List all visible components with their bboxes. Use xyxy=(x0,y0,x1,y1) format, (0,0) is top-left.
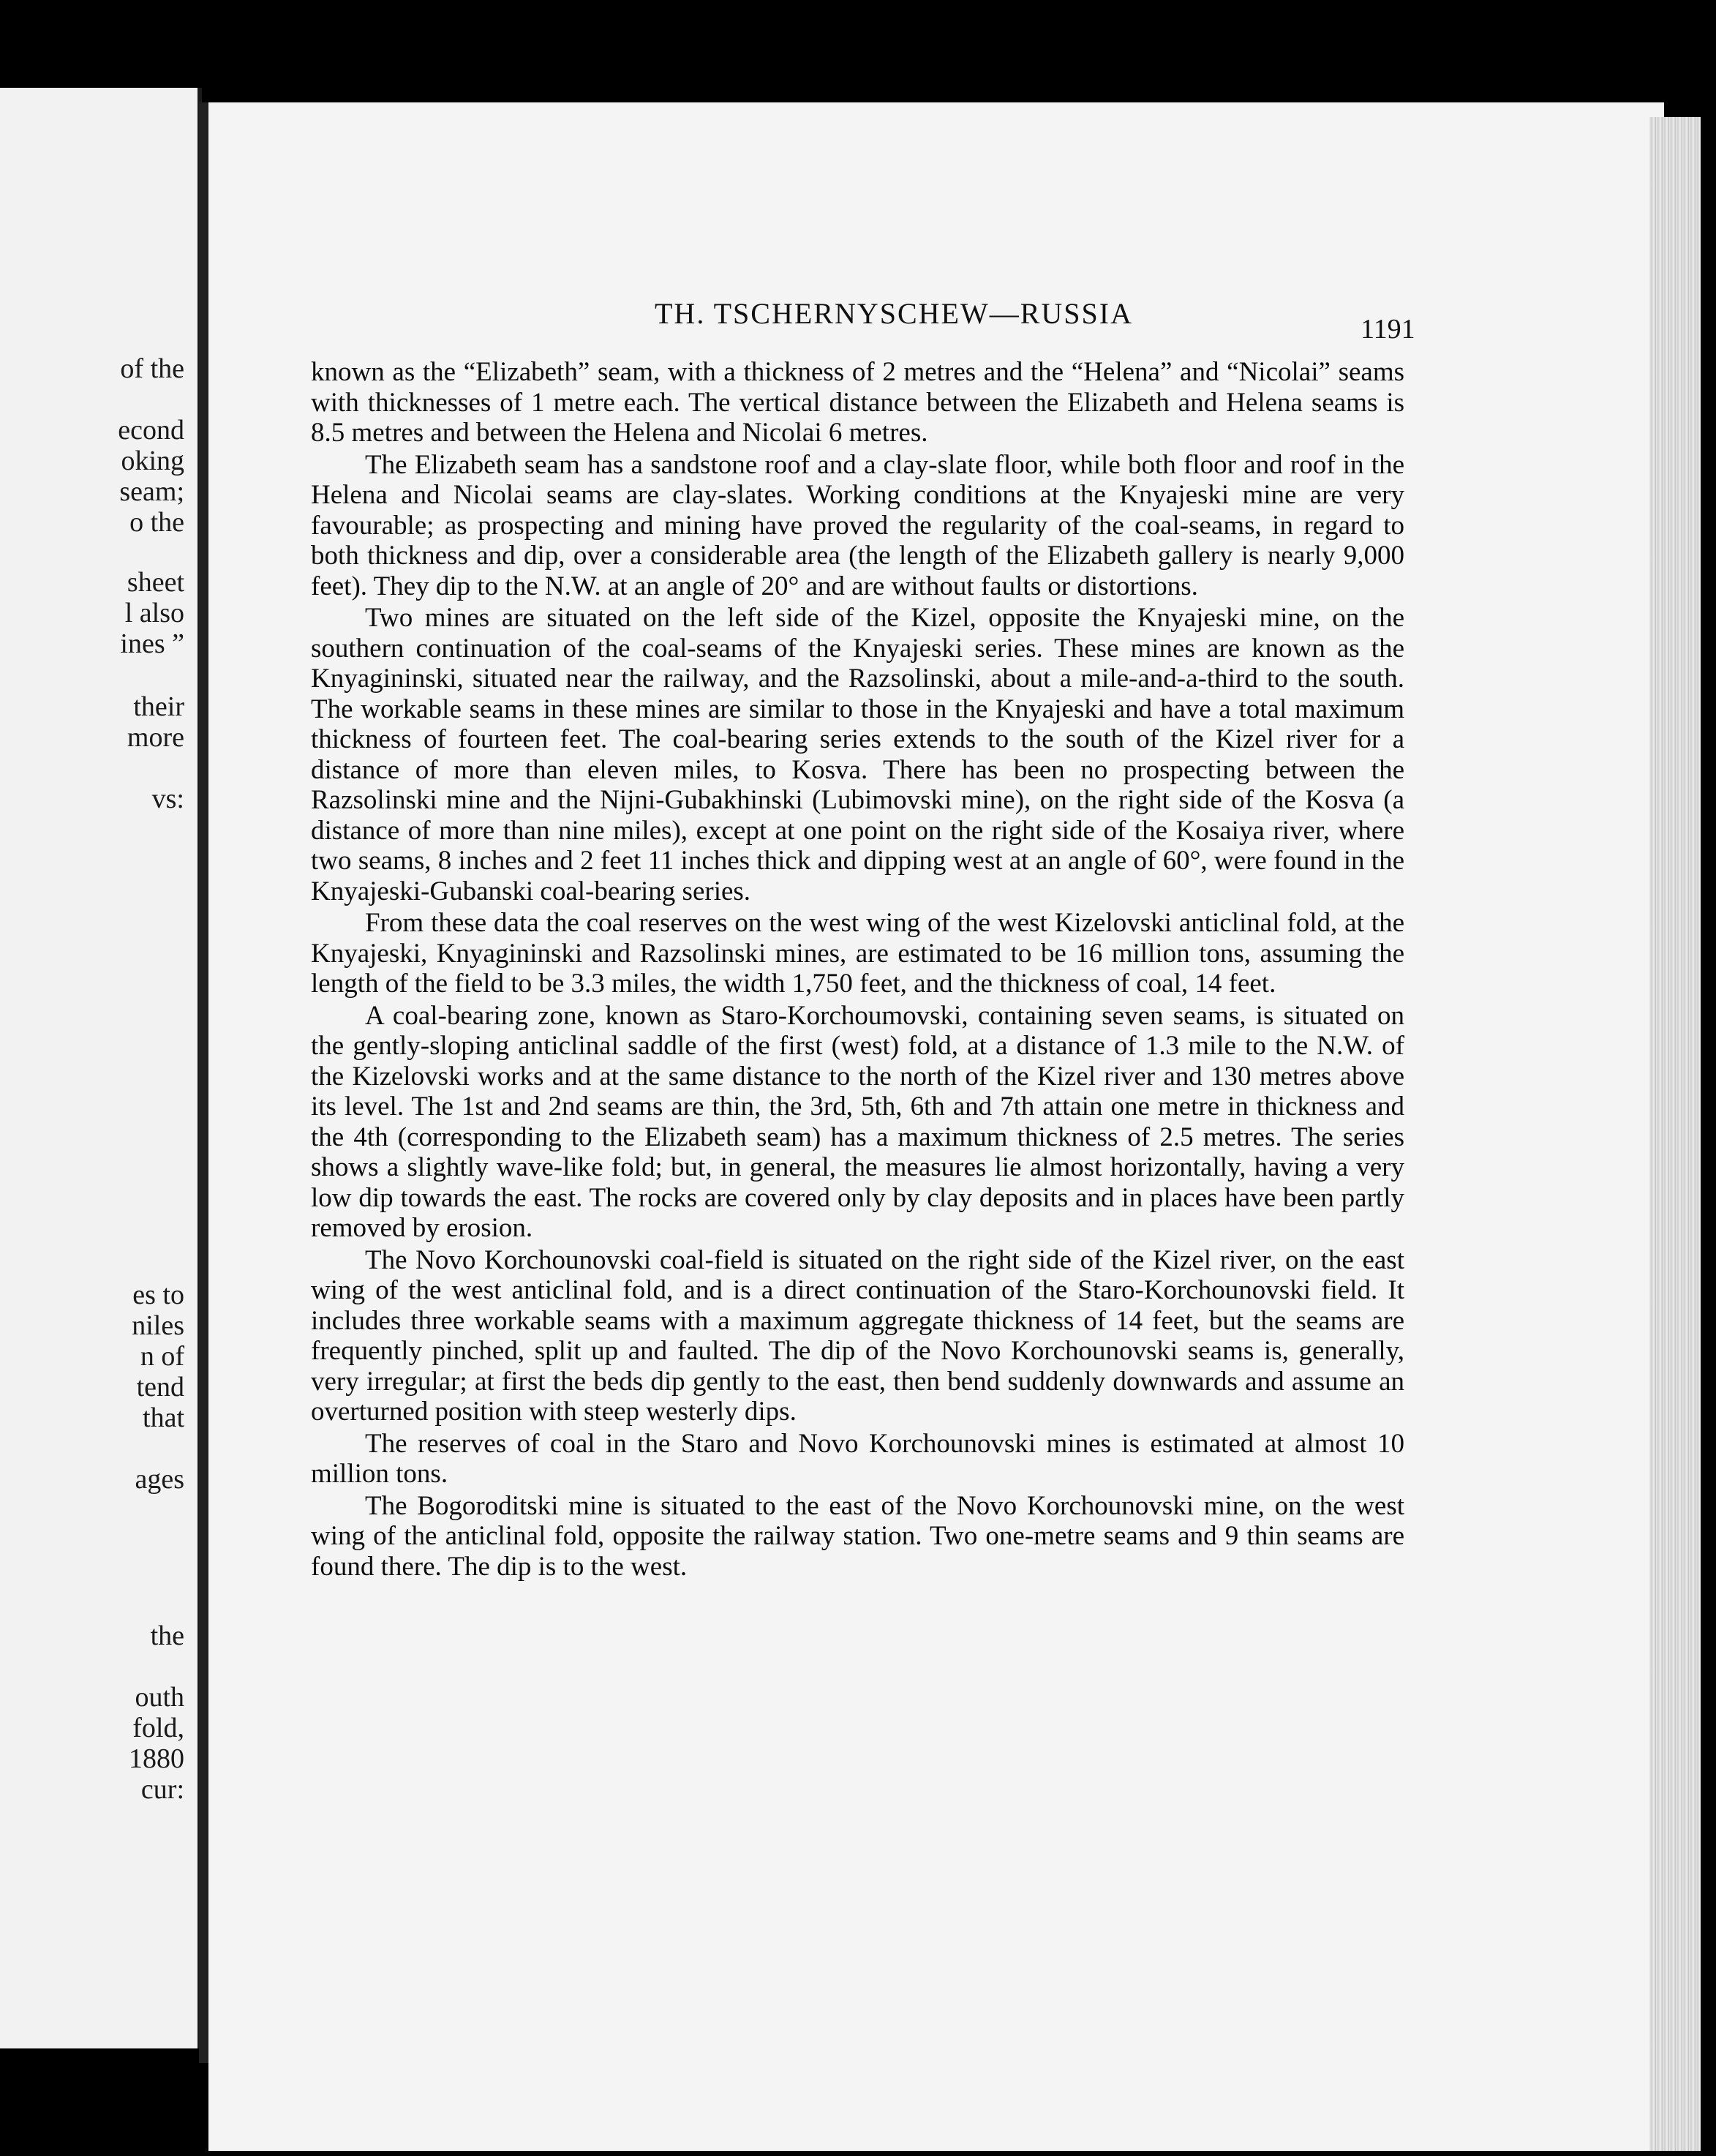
paragraph: A coal-bearing zone, known as Staro-Korchoumovski, containing seven seams, is situated on the gently-sloping anticlinal saddle of the first (west) fold, at a distance of 1.3 mile to the N.W. of the Kizelovski works and at the same distance to the north of the Kizel river and 130 metres above its level. The 1st and 2nd seams are thin, the 3rd, 5th, 6th and 7th attain one metre in thickness and the 4th (corresponding to the Elizabeth seam) has a maximum thickness of 2.5 metres. The series shows a slightly wave-like fold; but, in general, the measures lie almost horizontally, having a very low dip towards the east. The rocks are covered only by clay deposits and in places have been partly removed by erosion. xyxy=(311,1000,1404,1243)
paragraph: The Elizabeth seam has a sandstone roof and a clay-slate floor, while both floor and roof in the Helena and Nicolai seams are clay-slates. Working conditions at the Knyajeski mine are very favourable; as prospecting and mining have proved the regularity of the coal-seams, in regard to both thickness and dip, over a considerable area (the length of the Elizabeth gallery is nearly 9,000 feet). They dip to the N.W. at an angle of 20° and are without faults or distortions. xyxy=(311,449,1404,601)
page-edge-stack xyxy=(1649,117,1701,2151)
left-page-fragment: the xyxy=(150,1620,184,1651)
paragraph: From these data the coal reserves on the west wing of the west Kizelovski anticlinal fold, at the Knyajeski, Knyagininski and Razsolinski mines, are estimated to be 16 million tons, assuming the length of the field to be 3.3 miles, the width 1,750 feet, and the thickness of coal, 14 feet. xyxy=(311,908,1404,999)
running-head: TH. TSCHERNYSCHEW—RUSSIA xyxy=(655,297,1133,330)
left-page-fragment: niles xyxy=(132,1310,184,1341)
left-page-fragment: vs: xyxy=(151,784,184,814)
left-page-fragment: n of xyxy=(140,1341,184,1372)
left-page-fragment: that xyxy=(143,1402,184,1433)
left-page-fragment: oking xyxy=(121,446,184,476)
left-page-fragment: outh xyxy=(135,1682,184,1713)
left-page-fragment: econd xyxy=(118,415,184,446)
left-page-fragment: es to xyxy=(132,1280,184,1310)
left-page-fragment: 1880 xyxy=(129,1743,184,1774)
left-page-fragment: l also xyxy=(124,598,184,628)
paragraph: The Novo Korchounovski coal-field is situated on the right side of the Kizel river, on the east wing of the west anticlinal fold, and is a direct continuation of the Staro-Korchounovski field. It includes three workable seams with a maximum aggregate thickness of 14 feet, but the seams are frequently pinched, split up and faulted. The dip of the Novo Korchounovski seams is, generally, very irregular; at first the beds dip gently to the east, then bend suddenly downwards and assume an overturned position with steep westerly dips. xyxy=(311,1244,1404,1427)
left-page xyxy=(0,88,202,2048)
left-page-fragment: their xyxy=(133,691,184,722)
left-page-fragment: seam; xyxy=(119,476,184,507)
left-page-fragment: cur: xyxy=(140,1774,184,1805)
paragraph: Two mines are situated on the left side of the Kizel, opposite the Knyajeski mine, on the southern continuation of the coal-seams of the Knyajeski series. These mines are known as the Knyagininski, situated near the railway, and the Razsolinski, about a mile-and-a-third to the south. The workable seams in these mines are similar to those in the Knyajeski and have a total maximum thickness of fourteen feet. The coal-bearing series extends to the south of the Kizel river for a distance of more than eleven miles, to Kosva. There has been no prospecting between the Razsolinski mine and the Nijni-Gubakhinski (Lubimovski mine), on the right side of the Kosva (a distance of more than nine miles), except at one point on the right side of the Kosaiya river, where two seams, 8 inches and 2 feet 11 inches thick and dipping west at an angle of 60°, were found in the Knyajeski-Gubanski coal-bearing series. xyxy=(311,603,1404,906)
left-page-fragment: tend xyxy=(136,1372,184,1402)
left-page-fragment: fold, xyxy=(132,1713,184,1743)
left-page-fragment: o the xyxy=(129,507,184,538)
left-page-fragment: ages xyxy=(135,1464,184,1495)
paragraph: The Bogoroditski mine is situated to the east of the Novo Korchounovski mine, on the west wing of the anticlinal fold, opposite the railway station. Two one-metre seams and 9 thin seams are found there. The dip is to the west. xyxy=(311,1490,1404,1582)
left-page-fragment: more xyxy=(127,722,184,753)
left-page-fragment: sheet xyxy=(127,567,184,598)
left-page-fragment: of the xyxy=(120,353,184,384)
paragraph: known as the “Elizabeth” seam, with a thickness of 2 metres and the “Helena” and “Nicolai” seams with thicknesses of 1 metre each. The vertical distance between the Elizabeth and Helena seams is 8.5 metres and between the Helena and Nicolai 6 metres. xyxy=(311,357,1404,448)
body-text xyxy=(311,357,1404,1582)
left-page-fragment: ines ” xyxy=(120,628,184,659)
page-number: 1191 xyxy=(1361,314,1415,345)
paragraph: The reserves of coal in the Staro and Novo Korchounovski mines is estimated at almost 10 million tons. xyxy=(311,1428,1404,1489)
